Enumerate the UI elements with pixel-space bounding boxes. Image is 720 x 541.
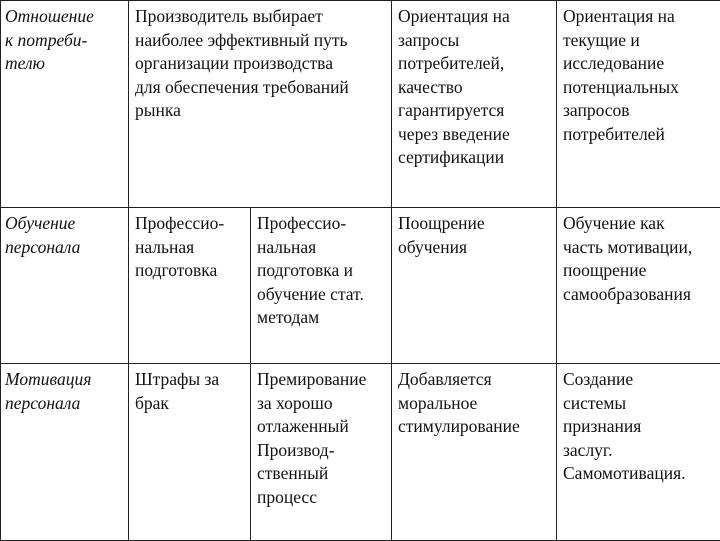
row-label-staff-motivation: Мотивация персонала <box>1 364 129 541</box>
table-cell: Добавляется моральное стимулирование <box>392 364 557 541</box>
table-cell: Обучение как часть мотивации, поощрение самообразования <box>557 208 720 364</box>
table-cell: Создание системы признания заслуг. Самомотивация. <box>557 364 720 541</box>
row-label-staff-training: Обучение персонала <box>1 208 129 364</box>
table-cell: Производитель выбирает наиболее эффективный путь организации производства для обеспечения требований рынка <box>129 1 392 208</box>
table-cell: Ориентация на текущие и исследование потенциальных запросов потребителей <box>557 1 720 208</box>
table-row-consumer-relation <box>1 1 720 208</box>
table-row-staff-motivation <box>1 364 720 541</box>
table-cell: Штрафы за брак <box>129 364 251 541</box>
table-row-staff-training <box>1 208 720 364</box>
table-cell: Ориентация на запросы потребителей, качество гарантируется через введение сертификации <box>392 1 557 208</box>
table-cell: Профессио- нальная подготовка <box>129 208 251 364</box>
table-cell: Премирование за хорошо отлаженный Производ- ственный процесс <box>251 364 392 541</box>
table-cell: Профессио- нальная подготовка и обучение стат. методам <box>251 208 392 364</box>
table-cell: Поощрение обучения <box>392 208 557 364</box>
row-label-consumer-relation: Отношение к потреби- телю <box>1 1 129 208</box>
